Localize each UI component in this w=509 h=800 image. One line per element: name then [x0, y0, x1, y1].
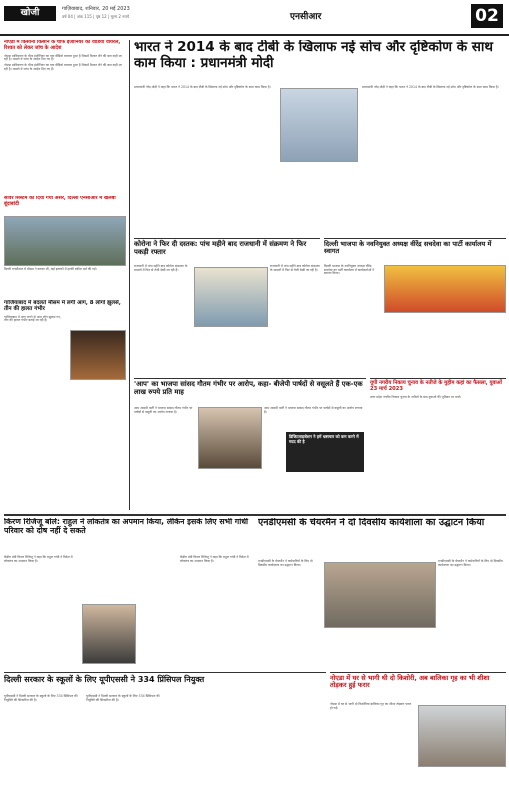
- photo-ndmc-workshop: [324, 562, 436, 628]
- column-divider: [129, 40, 130, 510]
- article-bjp-office[interactable]: [324, 238, 506, 377]
- masthead: [0, 0, 509, 36]
- photo-bjp-welcome: [384, 265, 506, 313]
- newspaper-logo: खोजी एनसीआर: [4, 6, 56, 21]
- headline: किरण रिजिजू बोले: राहुल ने लोकतंत्र का अपमान किया, लेकिन इसके लिए सभी गांधी परिवार को दोष नहीं दे सकते: [4, 518, 249, 535]
- section-title: एनसीआर: [290, 12, 322, 22]
- article-body: दिल्ली भाजपा के नवनियुक्त अध्यक्ष वीरेंद्र सचदेवा का पार्टी कार्यालय में कार्यकर्ताओं ने स्वागत किया।: [324, 264, 374, 276]
- headline: गाजियाबाद में बदलते मौसम में लगी आग, 8 लोगों झुलसे, तीन की हालत गंभीर: [4, 300, 121, 313]
- headline: नोएडा में घर से भागी थी दो किशोरी, अब बालिका गृह का भी शीशा तोड़कर हुई फरार: [330, 674, 490, 690]
- article-up-elections[interactable]: [370, 378, 506, 511]
- headline: सीवर सिस्टम का दिया गया असर, दिल्ली एनसीआर में खलबी बूंदाबांदी: [4, 196, 116, 207]
- headline: यूपी नगरीय निकाय चुनाव के नतीजे के मुहीम कहां का फैसला, युवाओं 23 मार्च 2023: [370, 380, 502, 392]
- article-noida-dispute[interactable]: [4, 40, 126, 190]
- article-body-continued: आम आदमी पार्टी ने भाजपा सांसद गौतम गंभीर पर पार्षदों से वसूली का आरोप लगाया है।: [264, 406, 363, 414]
- article-body-continued: केंद्रीय मंत्री किरण रिजिजू ने कहा कि राहुल गांधी ने विदेश में लोकतंत्र का अपमान किया है।: [180, 555, 249, 563]
- article-body: गाजियाबाद में आग लगने से आठ लोग झुलस गए, तीन की हालत गंभीर बताई जा रही है।: [4, 314, 61, 323]
- headline: 'आप' का भाजपा सांसद गौतम गंभीर पर आरोप, कहा- बीजेपी पार्षदों से वसूलते हैं एक-एक लाख रुपये प्रति माह: [134, 380, 363, 396]
- headline: दिल्ली भाजपा के नवनियुक्त अध्यक्ष वीरेंद्र सचदेवा का पार्टी कार्यालय में स्वागत: [324, 240, 492, 256]
- page-number: 02: [471, 4, 503, 28]
- edition-date: गाज़ियाबाद, शनिवार, 20 मई 2023: [62, 6, 130, 12]
- article-body: राजधानी में पांच महीने बाद कोरोना संक्रमण के मामलों में फिर से तेजी देखी जा रही है।: [134, 264, 188, 272]
- article-body: आम आदमी पार्टी ने भाजपा सांसद गौतम गंभीर पर पार्षदों से वसूली का आरोप लगाया है।: [134, 406, 193, 414]
- article-body: प्रधानमंत्री नरेंद्र मोदी ने कहा कि भारत ने 2014 के बाद टीबी के खिलाफ नई सोच और दृष्टिकोण के साथ काम किया है।: [134, 85, 271, 89]
- edition-info: वर्ष 04 | अंक 115 | पृष्ठ 12 | मूल्य 2 रुपये: [62, 14, 130, 19]
- pull-quote-box: [286, 432, 364, 472]
- article-body: उत्तर प्रदेश नगरीय निकाय चुनाव के नतीजों के बाद युवाओं की भूमिका पर चर्चा।: [370, 394, 462, 399]
- headline: कोरोना ने फिर दी दस्तक: पांच महीने बाद राजधानी में संक्रमण ने फिर पकड़ी रफ्तार: [134, 240, 307, 256]
- photo-sewer: [4, 216, 126, 266]
- article-tb-modi[interactable]: [134, 40, 506, 235]
- article-body: यूपीएससी ने दिल्ली सरकार के स्कूलों के लिए 334 प्रिंसिपल की नियुक्ति की सिफारिश की है।: [4, 694, 78, 702]
- article-rijiju[interactable]: [4, 518, 254, 668]
- photo-gautam-gambhir: [198, 407, 262, 469]
- article-body-continued: नोएडा प्राधिकरण के चीफ इंजीनियर का एक वीडियो वायरल हुआ है जिसमें रिश्वत लेने की बात कही जा रही है। मामले में जांच के आदेश दिए गए हैं।: [4, 62, 122, 71]
- photo-building: [418, 705, 506, 767]
- article-ghaziabad-fire[interactable]: [4, 300, 126, 510]
- article-body-continued: यूपीएससी ने दिल्ली सरकार के स्कूलों के लिए 334 प्रिंसिपल की नियुक्ति की सिफारिश की है।: [86, 694, 160, 702]
- article-body-continued: एनडीएमसी के चेयरमैन ने कर्मचारियों के लिए दो दिवसीय कार्यशाला का उद्घाटन किया।: [438, 559, 503, 567]
- photo-kiren-rijiju: [82, 604, 136, 664]
- article-body-continued: राजधानी में पांच महीने बाद कोरोना संक्रमण के मामलों में फिर से तेजी देखी जा रही है।: [270, 264, 320, 272]
- photo-fire: [70, 330, 126, 380]
- article-noida-escape[interactable]: [330, 672, 506, 799]
- section-divider: [4, 514, 506, 516]
- article-body: केंद्रीय मंत्री किरण रिजिजू ने कहा कि राहुल गांधी ने विदेश में लोकतंत्र का अपमान किया है।: [4, 555, 73, 563]
- article-body: नोएडा में घर से भागी दो किशोरियां बालिका गृह का शीशा तोड़कर फरार हो गईं।: [330, 702, 412, 710]
- article-body-continued: प्रधानमंत्री नरेंद्र मोदी ने कहा कि भारत ने 2014 के बाद टीबी के खिलाफ नई सोच और दृष्टिकोण के साथ काम किया है।: [362, 85, 499, 89]
- pull-quote: डिजिटलाइजेशन ने हमें भ्रष्टाचार को कम करने में मदद की है: [289, 434, 359, 444]
- article-sewer[interactable]: [4, 196, 126, 296]
- headline: नोएडा में किसानी किसान के चीफ इंजीनियर का वीडियो वायरल, रिश्वत को लेकर जांच के आदेश: [4, 40, 121, 51]
- article-delhi-schools[interactable]: [4, 672, 326, 799]
- photo-corona-test: [194, 267, 268, 327]
- headline: एनडीएमसी के चेयरमैन ने दो दिवसीय कार्यशाला का उद्घाटन किया: [258, 518, 485, 528]
- headline: भारत ने 2014 के बाद टीबी के खिलाफ नई सोच और दृष्टिकोण के साथ काम किया : प्रधानमंत्री मोदी: [134, 40, 494, 71]
- headline: दिल्ली सरकार के स्कूलों के लिए यूपीएससी ने 334 प्रिंसिपल नियुक्त: [4, 675, 205, 684]
- article-ndmc[interactable]: [258, 518, 506, 668]
- article-body: एनडीएमसी के चेयरमैन ने कर्मचारियों के लिए दो दिवसीय कार्यशाला का उद्घाटन किया।: [258, 559, 313, 567]
- article-corona[interactable]: [134, 238, 320, 377]
- photo-modi: [280, 88, 358, 162]
- article-body: नोएडा प्राधिकरण के चीफ इंजीनियर का एक वीडियो वायरल हुआ है जिसमें रिश्वत लेने की बात कही जा रही है। मामले में जांच के आदेश दिए गए हैं।: [4, 53, 122, 62]
- article-body: दिल्ली एनसीआर में मौसम ने करवट ली, कई इलाकों में हल्की बारिश दर्ज की गई।: [4, 267, 97, 271]
